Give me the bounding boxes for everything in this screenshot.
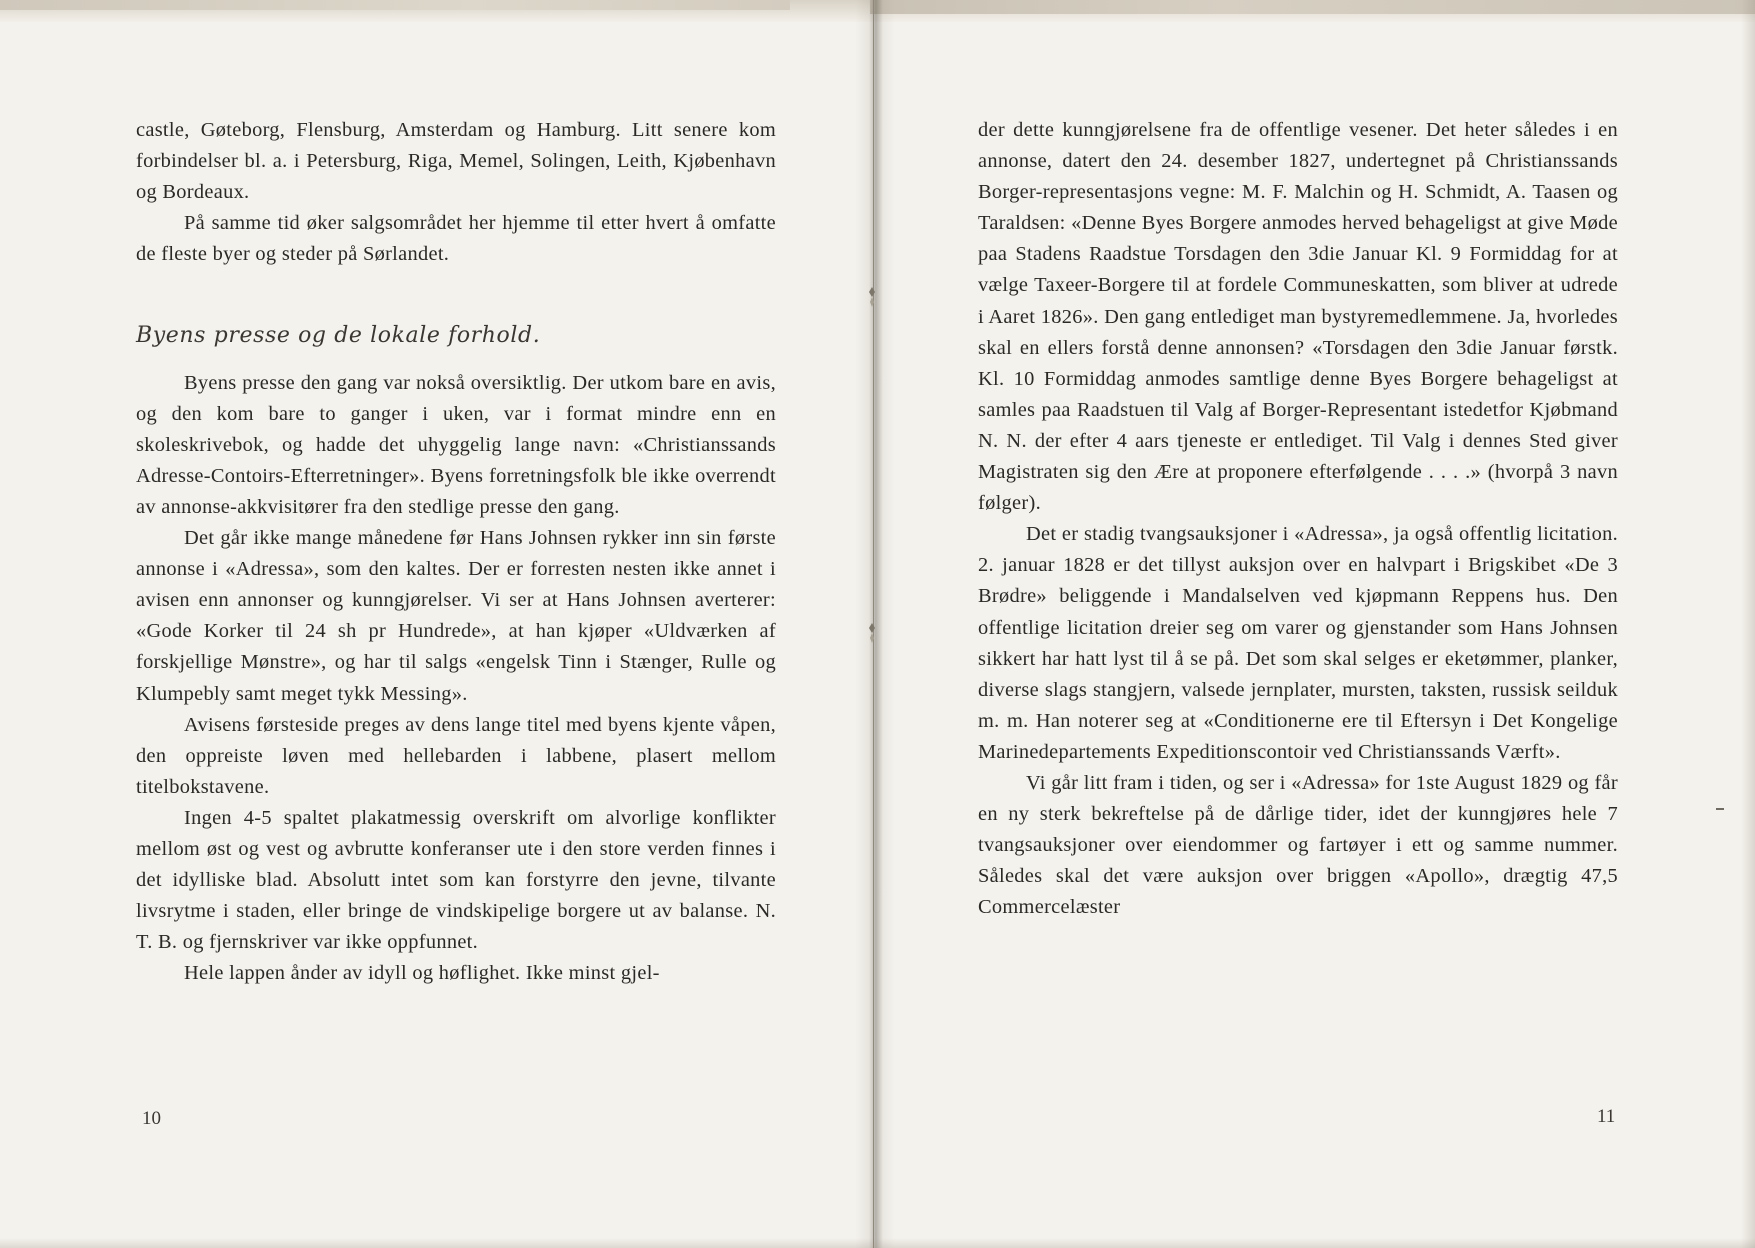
paragraph: Avisens førsteside preges av dens lange titel med byens kjente våpen, den oppreiste løven med hellebarden i labbene, plasert mellom titelbokstavene.	[136, 713, 776, 798]
paper-speck	[1716, 808, 1724, 810]
paragraph: Hele lappen ånder av idyll og høflighet. Ikke minst gjel-	[184, 962, 660, 985]
paragraph: castle, Gøteborg, Flensburg, Amsterdam og Hamburg. Litt senere kom forbindelser bl. a. i Petersburg, Riga, Memel, Solingen, Leith, Kjøbenhavn og Bordeaux.	[136, 119, 776, 204]
staple-top-icon	[866, 286, 878, 308]
paragraph: På samme tid øker salgsområdet her hjemme til etter hvert å omfatte de fleste byer og steder på Sørlandet.	[136, 212, 776, 266]
page-right-edge	[1741, 0, 1755, 1248]
page-bottom-edge	[0, 1238, 1755, 1248]
paragraph: Det går ikke mange månedene før Hans Johnsen rykker inn sin første annonse i «Adressa», som den kaltes. Der er forresten nesten ikke annet i avisen enn annonser og kunngjørelser. Vi ser at Hans Johnsen averterer: «Gode Korker til 24 sh pr Hundrede», at han kjøper «Uldværken af forskjellige Mønstre», og har til salgs «engelsk Tinn i Stænger, Rulle og Klumpebly samt meget tykk Messing».	[136, 527, 776, 705]
paragraph: Ingen 4-5 spaltet plakatmessig overskrift om alvorlige konflikter mellom øst og vest og avbrutte konferanser ute i den store verden finnes i det idylliske blad. Absolutt intet som kan forstyrre den jevne, tilvante livsrytme i staden, eller bringe de vindskipelige borgere ut av balanse. N. T. B. og fjernskriver var ikke oppfunnet.	[136, 806, 776, 954]
section-heading: Byens presse og de lokale forhold.	[136, 323, 541, 349]
page-number-left: 10	[142, 1108, 161, 1129]
paragraph: Vi går litt fram i tiden, og ser i «Adressa» for 1ste August 1829 og får en ny sterk bekreftelse på de dårlige tider, idet der kunngjøres hele 7 tvangsauksjoner over eiendommer og fartøyer i ett og samme nummer. Således skal det være auksjon over briggen «Apollo», drægtig 47,5 Commercelæster	[978, 771, 1618, 919]
left-page-text	[136, 115, 776, 989]
paragraph: der dette kunngjørelsene fra de offentlige vesener. Det heter således i en annonse, datert den 24. desember 1827, undertegnet på Christianssands Borger-representasjons vegne: M. F. Malchin og H. Schmidt, A. Taasen og Taraldsen: «Denne Byes Borgere anmodes herved behageligst at give Møde paa Stadens Raadstue Torsdagen den 3die Januar Kl. 9 Formiddag for at vælge Taxeer-Borgere til at fordele Communeskatten, som bliver at udrede i Aaret 1826». Den gang entlediget man bystyremedlemmene. Ja, hvorledes skal en ellers forstå denne annonsen? «Torsdagen den 3die Januar førstk. Kl. 10 Formiddag anmodes samtlige denne Byes Borgere behageligst at samles paa Raadstuen til Valg af Borger-Representant istedetfor Kjøbmand N. N. der efter 4 aars tjeneste er entlediget. Til Valg i dennes Sted giver Magistraten sig den Ære at proponere efterfølgende . . . .» (hvorpå 3 navn følger).	[978, 119, 1618, 515]
page-number-right: 11	[1597, 1106, 1616, 1127]
top-edge-shade-right	[870, 0, 1755, 14]
paragraph: Det er stadig tvangsauksjoner i «Adressa», ja også offentlig licitation. 2. januar 1828 er det tillyst auksjon over en halvpart i Brigskibet «De 3 Brødre» beliggende i Mandalselven ved kjøpmann Reppens hus. Den offentlige licitation dreier seg om varer og gjenstander som Hans Johnsen sikkert har hatt lyst til å se på. Det som skal selges er eketømmer, planker, diverse slags stangjern, valsede jernplater, mursten, taksten, russisk seilduk m. m. Han noterer seg at «Conditionerne ere til Eftersyn i Det Kongelige Marinedepartements Expeditionscontoir ved Christianssands Værft».	[978, 523, 1618, 763]
top-edge-shade-left	[0, 0, 790, 10]
staple-bottom-icon	[866, 622, 878, 644]
paragraph: Byens presse den gang var nokså oversiktlig. Der utkom bare en avis, og den kom bare to ganger i uken, var i format mindre enn en skoleskrivebok, og hadde det uhyggelig lange navn: «Christianssands Adresse-Contoirs-Efterretninger». Byens forretningsfolk ble ikke overrendt av annonse-akkvisitører fra den stedlige presse den gang.	[136, 371, 776, 518]
right-page-text	[978, 115, 1618, 923]
